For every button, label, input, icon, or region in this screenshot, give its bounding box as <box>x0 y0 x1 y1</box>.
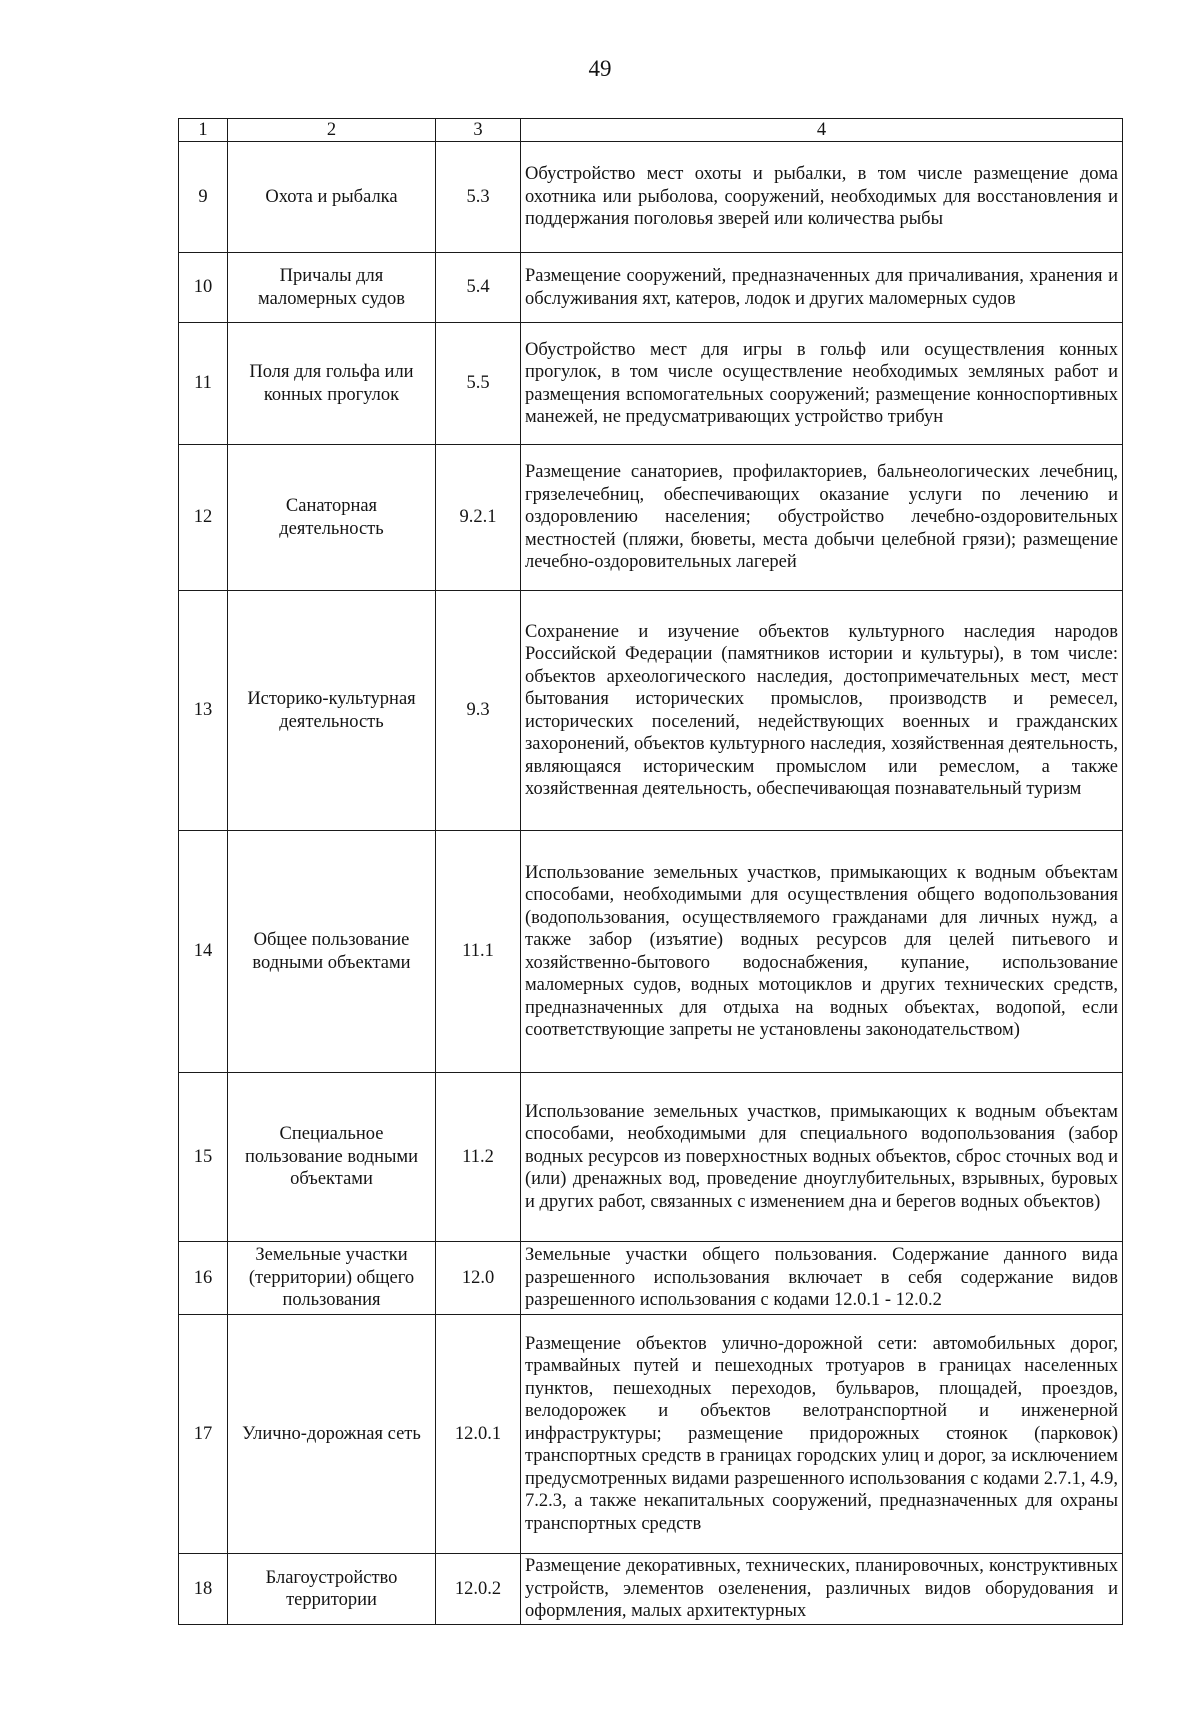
use-type-description: Обустройство мест для игры в гольф или осуществления конных прогулок, в том числе осуществление необходимых земляных работ и размещения вспомогательных сооружений; размещение конноспортивных манежей, не предусматривающих устройство трибун <box>521 323 1123 445</box>
header-col-2: 2 <box>228 119 436 142</box>
use-type-code: 9.2.1 <box>436 445 521 591</box>
use-type-code: 5.3 <box>436 142 521 253</box>
use-type-name: Охота и рыбалка <box>228 142 436 253</box>
use-type-name: Земельные участки (территории) общего пользования <box>228 1242 436 1315</box>
use-type-code: 9.3 <box>436 591 521 831</box>
table-row <box>179 142 1123 253</box>
row-number: 9 <box>179 142 228 253</box>
header-col-4: 4 <box>521 119 1123 142</box>
use-type-name: Общее пользование водными объектами <box>228 831 436 1073</box>
row-number: 18 <box>179 1554 228 1625</box>
row-number: 11 <box>179 323 228 445</box>
row-number: 16 <box>179 1242 228 1315</box>
land-use-table <box>178 118 1123 1625</box>
use-type-description: Обустройство мест охоты и рыбалки, в том числе размещение дома охотника или рыболова, сооружений, необходимых для восстановления и поддержания поголовья зверей или количества рыбы <box>521 142 1123 253</box>
table-header-row <box>179 119 1123 142</box>
use-type-code: 5.4 <box>436 253 521 323</box>
use-type-name: Поля для гольфа или конных прогулок <box>228 323 436 445</box>
use-type-code: 5.5 <box>436 323 521 445</box>
use-type-description: Размещение объектов улично-дорожной сети: автомобильных дорог, трамвайных путей и пешеходных тротуаров в границах населенных пунктов, пешеходных переходов, бульваров, площадей, проездов, велодорожек и объектов велотранспортной и инженерной инфраструктуры; размещение придорожных стоянок (парковок) транспортных средств в границах городских улиц и дорог, за исключением предусмотренных видами разрешенного использования с кодами 2.7.1, 4.9, 7.2.3, а также некапитальных сооружений, предназначенных для охраны транспортных средств <box>521 1315 1123 1554</box>
table-row <box>179 1315 1123 1554</box>
use-type-description: Земельные участки общего пользования. Содержание данного вида разрешенного использования включает в себя содержание видов разрешенного использования с кодами 12.0.1 - 12.0.2 <box>521 1242 1123 1315</box>
use-type-name: Улично-дорожная сеть <box>228 1315 436 1554</box>
table-row <box>179 1242 1123 1315</box>
table-row <box>179 831 1123 1073</box>
use-type-code: 12.0 <box>436 1242 521 1315</box>
row-number: 12 <box>179 445 228 591</box>
table-row <box>179 323 1123 445</box>
use-type-name: Благоустройство территории <box>228 1554 436 1625</box>
header-col-1: 1 <box>179 119 228 142</box>
use-type-description: Размещение санаториев, профилакториев, бальнеологических лечебниц, грязелечебниц, обеспечивающих оказание услуги по лечению и оздоровлению населения; обустройство лечебно-оздоровительных местностей (пляжи, бюветы, места добычи целебной грязи); размещение лечебно-оздоровительных лагерей <box>521 445 1123 591</box>
use-type-name: Причалы для маломерных судов <box>228 253 436 323</box>
row-number: 17 <box>179 1315 228 1554</box>
use-type-name: Историко-культурная деятельность <box>228 591 436 831</box>
row-number: 15 <box>179 1073 228 1242</box>
use-type-code: 12.0.1 <box>436 1315 521 1554</box>
use-type-description: Сохранение и изучение объектов культурного наследия народов Российской Федерации (памятников истории и культуры), в том числе: объектов археологического наследия, достопримечательных мест, мест бытования исторических промыслов, производств и ремесел, исторических поселений, недействующих военных и гражданских захоронений, объектов культурного наследия, хозяйственная деятельность, являющаяся историческим промыслом или ремеслом, а также хозяйственная деятельность, обеспечивающая познавательный туризм <box>521 591 1123 831</box>
table-row <box>179 253 1123 323</box>
use-type-description: Размещение декоративных, технических, планировочных, конструктивных устройств, элементов озеленения, различных видов оборудования и оформления, малых архитектурных <box>521 1554 1123 1625</box>
table-row <box>179 591 1123 831</box>
use-type-description: Использование земельных участков, примыкающих к водным объектам способами, необходимыми для специального водопользования (забор водных ресурсов из поверхностных водных объектов, сброс сточных вод и (или) дренажных вод, проведение дноуглубительных, взрывных, буровых и других работ, связанных с изменением дна и берегов водных объектов) <box>521 1073 1123 1242</box>
header-col-3: 3 <box>436 119 521 142</box>
use-type-description: Размещение сооружений, предназначенных для причаливания, хранения и обслуживания яхт, катеров, лодок и других маломерных судов <box>521 253 1123 323</box>
use-type-code: 11.1 <box>436 831 521 1073</box>
table-row <box>179 1554 1123 1625</box>
table-row <box>179 1073 1123 1242</box>
use-type-code: 12.0.2 <box>436 1554 521 1625</box>
use-type-description: Использование земельных участков, примыкающих к водным объектам способами, необходимыми для осуществления общего водопользования (водопользования, осуществляемого гражданами для личных нужд, а также забор (изъятие) водных ресурсов для целей питьевого и хозяйственно-бытового водоснабжения, купание, использование маломерных судов, водных мотоциклов и других технических средств, предназначенных для отдыха на водных объектах, водопой, если соответствующие запреты не установлены законодательством) <box>521 831 1123 1073</box>
use-type-name: Санаторная деятельность <box>228 445 436 591</box>
row-number: 14 <box>179 831 228 1073</box>
table-row <box>179 445 1123 591</box>
use-type-code: 11.2 <box>436 1073 521 1242</box>
row-number: 10 <box>179 253 228 323</box>
page-number: 49 <box>588 56 612 81</box>
row-number: 13 <box>179 591 228 831</box>
use-type-name: Специальное пользование водными объектами <box>228 1073 436 1242</box>
